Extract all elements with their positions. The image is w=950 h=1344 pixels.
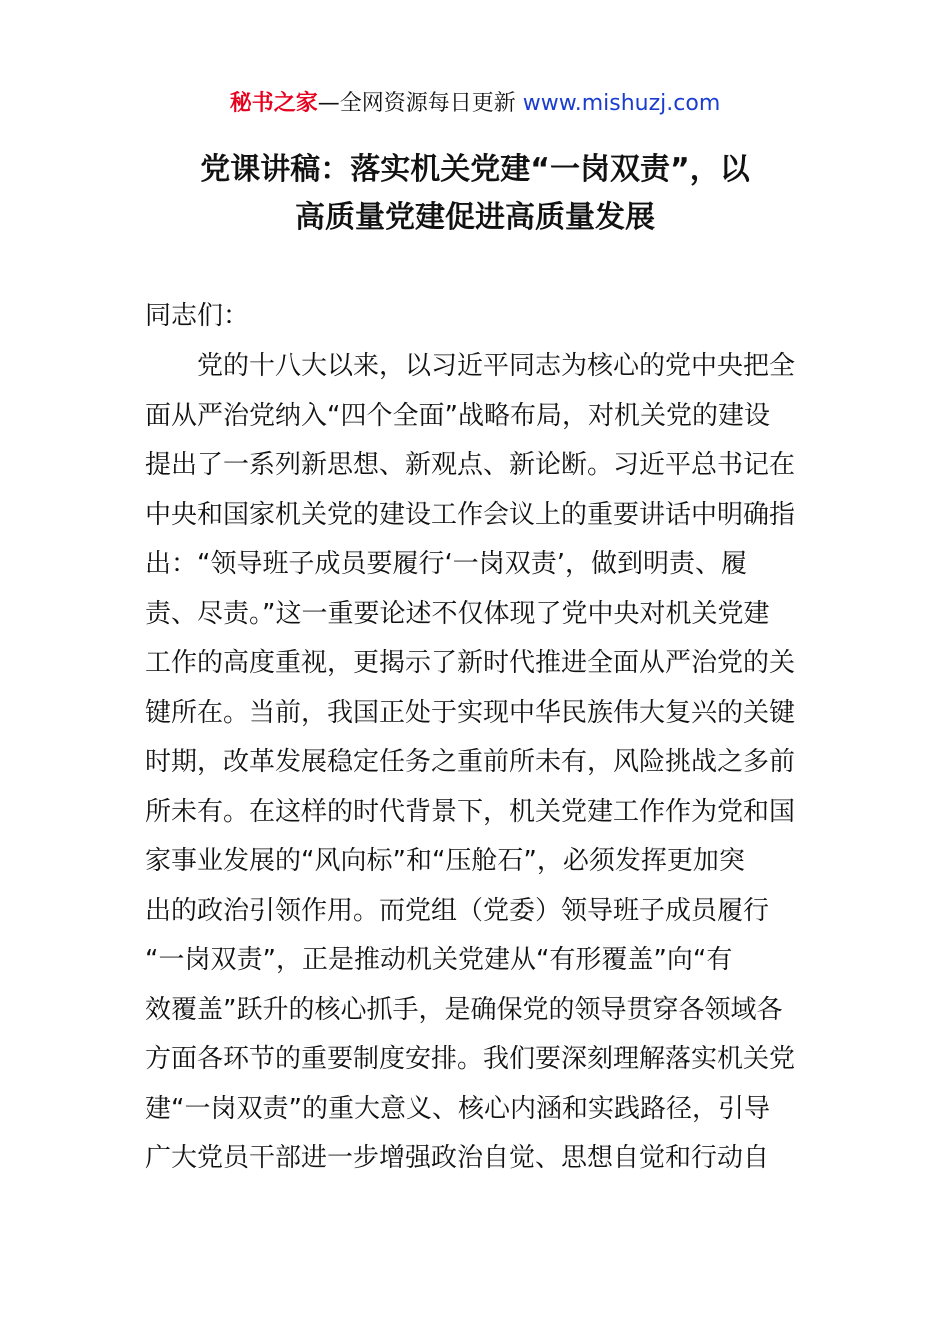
paragraph-line: 方面各环节的重要制度安排。我们要深刻理解落实机关党 (145, 1044, 796, 1074)
site-brand: 秘书之家 (229, 91, 318, 116)
paragraph-line: 键所在。当前，我国正处于实现中华民族伟大复兴的关键 (145, 697, 796, 728)
paragraph-line: 工作的高度重视，更揭示了新时代推进全面从严治党的关 (145, 648, 796, 678)
paragraph-line: 责、尽责。”这一重要论述不仅体现了党中央对机关党建 (145, 598, 770, 629)
salutation: 同志们： (145, 301, 250, 331)
paragraph-line: 出的政治引领作用。而党组（党委）领导班子成员履行 (145, 895, 770, 926)
paragraph-line: 所未有。在这样的时代背景下，机关党建工作作为党和国 (145, 796, 796, 827)
paragraph-line: 家事业发展的“风向标”和“压舱石”，必须发挥更加突 (145, 846, 745, 876)
paragraph-line: 提出了一系列新思想、新观点、新论断。习近平总书记在 (145, 450, 796, 480)
site-header (0, 88, 950, 120)
paragraph-line: 建“一岗双责”的重大意义、核心内涵和实践路径，引导 (145, 1093, 770, 1124)
paragraph-line: 出：“领导班子成员要履行‘一岗双责’，做到明责、履 (145, 549, 747, 579)
paragraph-line: 广大党员干部进一步增强政治自觉、思想自觉和行动自 (145, 1143, 770, 1173)
paragraph-line: 效覆盖”跃升的核心抓手，是确保党的领导贯穿各领域各 (145, 994, 783, 1025)
document-title (140, 146, 810, 242)
paragraph-line: “一岗双责”，正是推动机关党建从“有形覆盖”向“有 (145, 945, 733, 975)
paragraph-line: 时期，改革发展稳定任务之重前所未有，风险挑战之多前 (145, 747, 796, 777)
paragraph-line: 面从严治党纳入“四个全面”战略布局，对机关党的建设 (145, 400, 770, 431)
paragraph-line: 党的十八大以来，以习近平同志为核心的党中央把全 (145, 351, 796, 381)
site-tagline: —全网资源每日更新 (317, 91, 523, 116)
body-paragraph (145, 346, 825, 1188)
paragraph-line: 中央和国家机关党的建设工作会议上的重要讲话中明确指 (145, 499, 796, 530)
site-url-link[interactable]: www.mishuzj.com (522, 91, 721, 116)
document-title-line-2: 高质量党建促进高质量发展 (295, 200, 655, 235)
document-title-line-1: 党课讲稿：落实机关党建“一岗双责”，以 (200, 152, 750, 187)
